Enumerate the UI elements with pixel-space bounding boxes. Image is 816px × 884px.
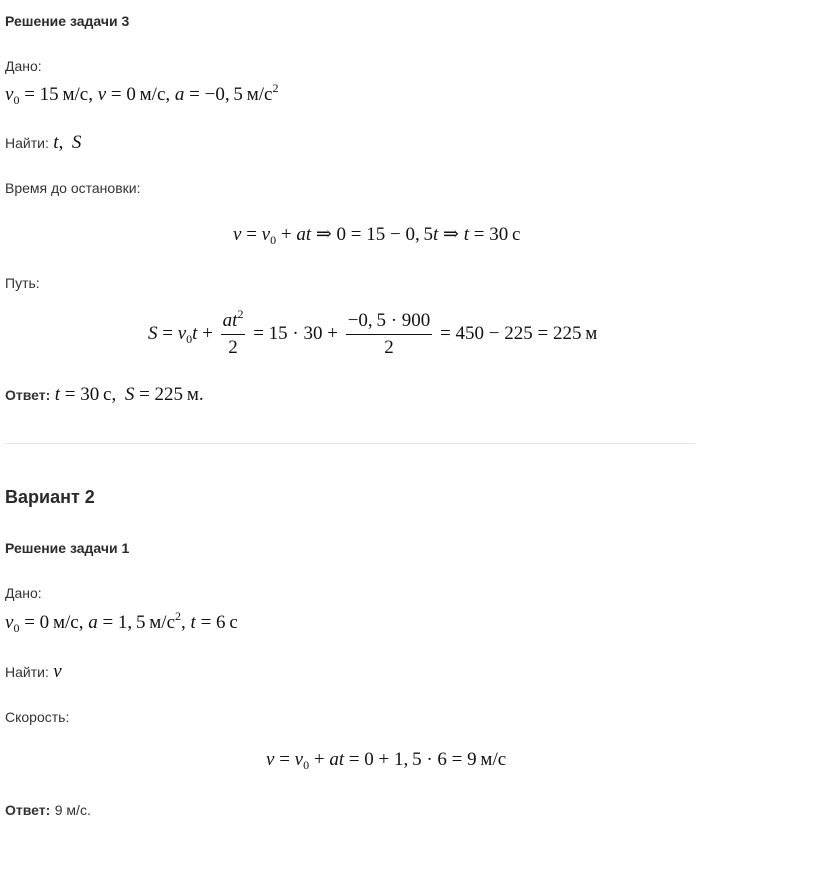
variant2-answer-value: 9 м/с. xyxy=(54,802,91,818)
variant2-find-label: Найти: xyxy=(5,664,49,680)
task3-answer-label: Ответ: xyxy=(5,387,51,403)
variant2-given-formula: $v_0 = 0$ м/с, a = 1, 5 $м/с^2$, t = 6 с xyxy=(5,609,238,635)
task3-title: Решение задачи 3 xyxy=(5,13,130,29)
variant2-given-label: Дано: xyxy=(5,585,42,601)
task3-path-formula: $S = v_0t$ + $\frac{at^2}{2}$ = 15 · 30 + $\frac{-0, 5 \cdot 900}{2}$ = 450 − 225 = 225 м xyxy=(148,307,598,358)
task3-answer-line xyxy=(5,384,204,406)
variant2-speed-label: Скорость: xyxy=(5,709,70,725)
task3-find-formula: t, S xyxy=(53,132,82,153)
section-divider xyxy=(5,443,695,444)
fraction-at2-over-2: $\frac{at^2}{2}$ xyxy=(222,307,244,358)
task3-given-formula: $v_0 = 15$ м/с, v = 0 м/с, a = −0, 5 $м/с^2$ xyxy=(5,81,279,107)
task3-find-label: Найти: xyxy=(5,135,49,151)
variant2-title: Вариант 2 xyxy=(5,487,95,507)
variant2-find-formula: v xyxy=(53,661,62,682)
variant2-answer-label: Ответ: xyxy=(5,802,51,818)
task3-time-label: Время до остановки: xyxy=(5,180,141,196)
fraction-numeric: $\frac{-0, 5 \cdot 900}{2}$ xyxy=(347,310,431,358)
task3-path-label: Путь: xyxy=(5,275,40,291)
variant2-find-line xyxy=(5,661,62,683)
variant2-speed-formula: $v = v_0$ + at = 0 + 1, 5 · 6 = 9 м/с xyxy=(266,749,507,772)
variant2-task1-title: Решение задачи 1 xyxy=(5,540,130,556)
task3-given-label: Дано: xyxy=(5,58,42,74)
task3-answer-formula: t = 30 с, S = 225 м. xyxy=(54,384,204,405)
task3-find-line xyxy=(5,132,81,154)
variant2-answer-line xyxy=(5,802,91,820)
task3-time-formula: $v = v_0$ + at ⇒ 0 = 15 − 0, 5t ⇒ t = 30 с xyxy=(233,224,521,247)
